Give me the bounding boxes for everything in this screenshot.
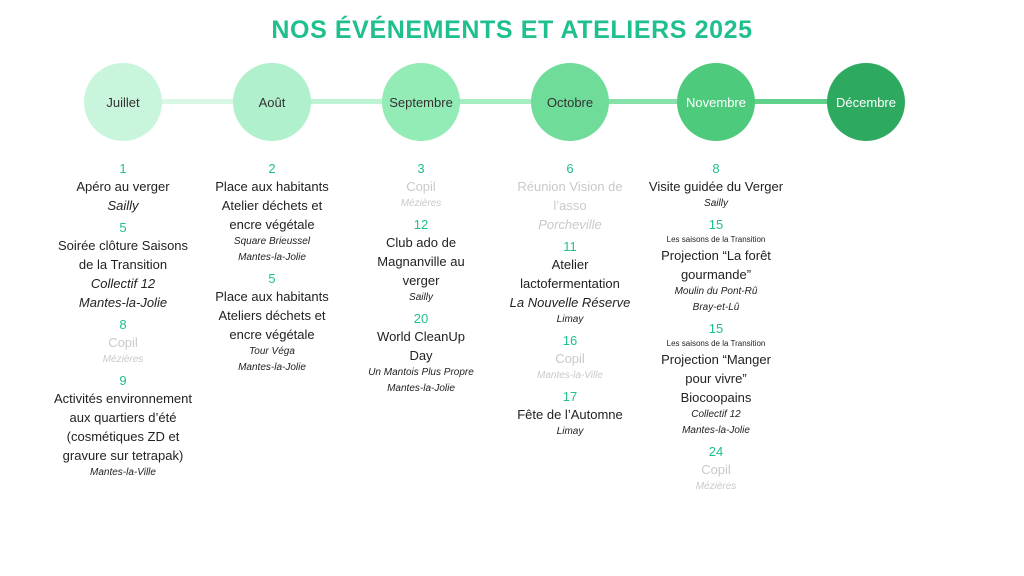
event-text: lactofermentation	[520, 276, 620, 291]
month-label: Octobre	[546, 94, 594, 110]
event-location: Mantes-la-Jolie	[238, 362, 306, 373]
event-location: Mézières	[400, 198, 442, 209]
event-location: Limay	[556, 314, 584, 325]
event-text: gourmande”	[680, 267, 752, 282]
event-location: Sailly	[107, 198, 139, 213]
event-location: Bray-et-Lû	[692, 302, 740, 313]
event-day: 6	[566, 161, 574, 176]
event-text: Day	[409, 348, 433, 363]
month-circle-octobre	[531, 63, 609, 141]
event-location: Mézières	[695, 481, 737, 492]
event-day: 15	[708, 217, 724, 232]
event-text: Place aux habitants	[215, 289, 329, 304]
event-location: Un Mantois Plus Propre	[368, 367, 474, 378]
event-item	[621, 443, 811, 495]
event-text: (cosmétiques ZD et	[66, 429, 180, 444]
event-text: Activités environnement	[53, 391, 192, 406]
event-text: Visite guidée du Verger	[648, 179, 784, 194]
event-item	[621, 160, 811, 212]
event-text: Copil	[555, 351, 585, 366]
event-day: 12	[413, 217, 429, 232]
event-day: 16	[562, 333, 578, 348]
timeline-connector	[458, 99, 533, 104]
event-text: gravure sur tetrapak)	[62, 448, 184, 463]
month-label: Décembre	[836, 94, 896, 110]
event-text: Copil	[108, 335, 138, 350]
event-day: 5	[268, 271, 276, 286]
month-label: Novembre	[686, 94, 746, 110]
event-series-tag: Les saisons de la Transition	[666, 339, 766, 348]
timeline-connector	[309, 99, 384, 104]
event-location: Mantes-la-Jolie	[78, 295, 168, 310]
event-day: 20	[413, 311, 429, 326]
event-location: Tour Véga	[249, 346, 295, 357]
event-text: Club ado de	[385, 235, 457, 250]
event-day: 15	[708, 321, 724, 336]
event-location: Collectif 12	[691, 409, 741, 420]
event-location: Square Brieussel	[233, 236, 311, 247]
event-day: 3	[417, 161, 425, 176]
event-text: de la Transition	[78, 257, 168, 272]
month-circle-septembre	[382, 63, 460, 141]
event-column	[621, 160, 811, 499]
month-circle-août	[233, 63, 311, 141]
event-series-tag: Les saisons de la Transition	[666, 235, 766, 244]
event-text: pour vivre”	[685, 371, 747, 386]
event-item	[621, 216, 811, 316]
month-label: Septembre	[389, 94, 453, 110]
event-text: Projection “La forêt	[661, 248, 771, 263]
timeline-connector	[160, 99, 235, 104]
event-location: Mantes-la-Jolie	[238, 252, 306, 263]
event-text: Copil	[406, 179, 436, 194]
event-day: 11	[563, 239, 577, 254]
event-text: Soirée clôture Saisons	[57, 238, 189, 253]
month-label: Août	[258, 94, 286, 110]
page-title: NOS ÉVÉNEMENTS ET ATELIERS 2025	[271, 16, 753, 44]
event-day: 8	[712, 161, 720, 176]
event-text: verger	[402, 273, 440, 288]
event-day: 9	[119, 373, 127, 388]
event-text: Place aux habitants	[215, 179, 329, 194]
event-day: 17	[562, 389, 578, 404]
event-text: encre végétale	[229, 327, 315, 342]
event-text: l’asso	[553, 198, 587, 213]
month-circle-décembre	[827, 63, 905, 141]
event-day: 1	[119, 161, 127, 176]
event-location: La Nouvelle Réserve	[509, 295, 631, 310]
event-location: Sailly	[409, 292, 433, 303]
timeline-connector	[753, 99, 829, 104]
event-item	[621, 320, 811, 439]
event-text: Réunion Vision de	[517, 179, 623, 194]
event-day: 24	[708, 444, 724, 459]
event-location: Mantes-la-Jolie	[682, 425, 750, 436]
event-text: Atelier	[551, 257, 589, 272]
event-day: 2	[268, 161, 276, 176]
event-location: Limay	[556, 426, 584, 437]
month-circle-juillet	[84, 63, 162, 141]
timeline-connector	[607, 99, 679, 104]
month-circle-novembre	[677, 63, 755, 141]
event-day: 8	[119, 317, 127, 332]
event-location: Mézières	[102, 354, 144, 365]
event-location: Mantes-la-Ville	[537, 370, 603, 381]
event-text: encre végétale	[229, 217, 315, 232]
event-text: Copil	[701, 462, 731, 477]
event-text: Ateliers déchets et	[218, 308, 326, 323]
event-text: aux quartiers d’été	[69, 410, 177, 425]
event-text: Biocoopains	[680, 390, 752, 405]
event-item	[28, 372, 218, 481]
event-location: Moulin du Pont-Rû	[674, 286, 758, 297]
event-location: Collectif 12	[90, 276, 156, 291]
event-text: Fête de l’Automne	[517, 407, 623, 422]
month-label: Juillet	[106, 94, 140, 110]
event-text: Projection “Manger	[661, 352, 771, 367]
event-location: Sailly	[704, 198, 728, 209]
event-location: Mantes-la-Jolie	[387, 383, 455, 394]
event-text: World CleanUp	[377, 329, 465, 344]
event-text: Atelier déchets et	[221, 198, 323, 213]
event-location: Porcheville	[538, 217, 602, 232]
event-location: Mantes-la-Ville	[90, 467, 156, 478]
event-text: Apéro au verger	[76, 179, 170, 194]
event-day: 5	[119, 220, 127, 235]
event-text: Magnanville au	[377, 254, 465, 269]
